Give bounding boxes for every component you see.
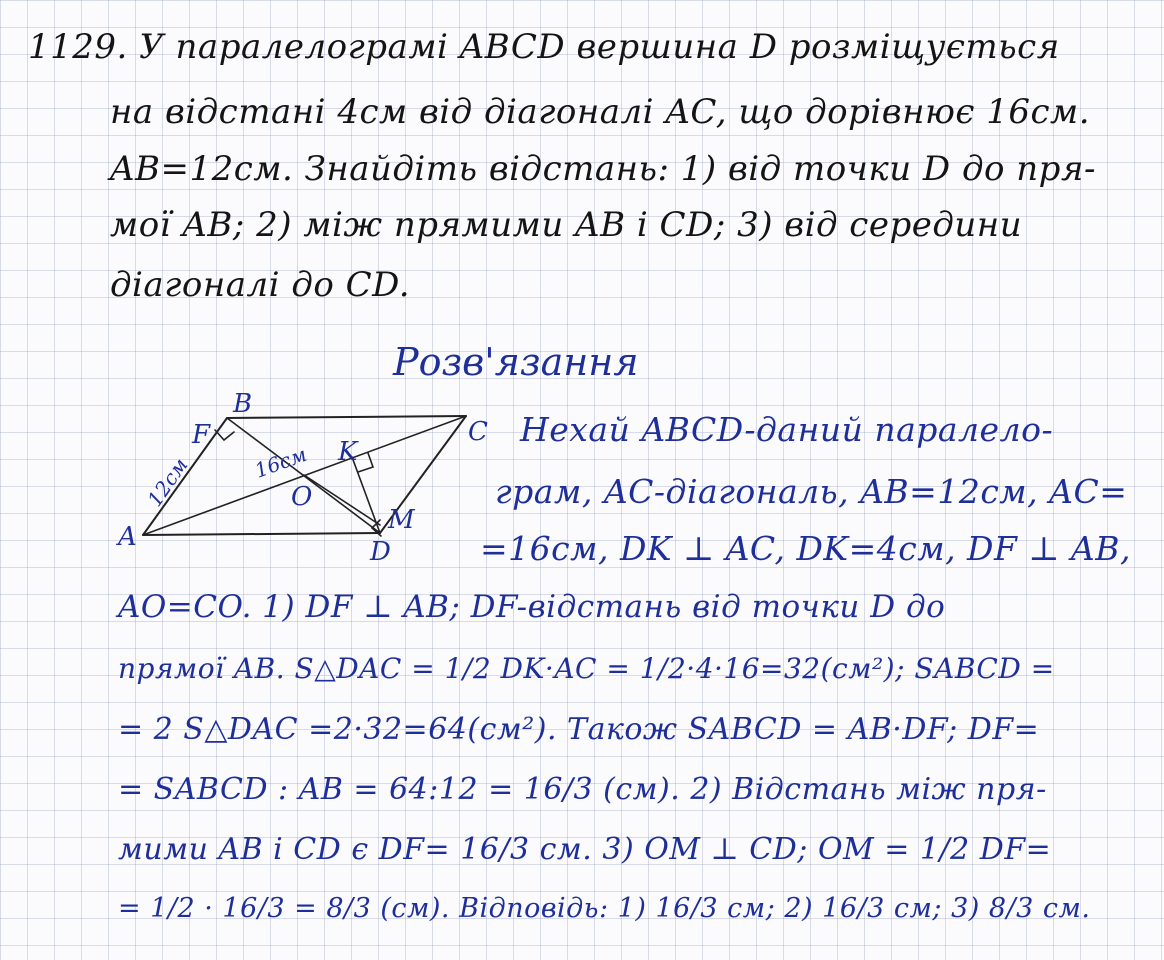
label-m: M bbox=[388, 505, 415, 535]
side-bc bbox=[227, 416, 466, 418]
label-a: A bbox=[118, 522, 137, 552]
problem-line-4: мої AB; 2) між прямими AB і CD; 3) від середини bbox=[110, 205, 1023, 245]
solution-line-5: прямої AB. S△DAC = 1/2 DK·AC = 1/2·4·16=32(см²); SABCD = bbox=[118, 652, 1055, 685]
label-f: F bbox=[192, 420, 211, 450]
problem-line-5: діагоналі до CD. bbox=[110, 265, 411, 305]
problem-line-2: на відстані 4см від діагоналі AC, що дорівнює 16см. bbox=[110, 92, 1091, 132]
label-k: K bbox=[338, 437, 358, 467]
solution-line-1: Нехай ABCD-даний паралело- bbox=[520, 410, 1054, 449]
label-d: D bbox=[370, 537, 391, 567]
solution-line-2: грам, AC-діагональ, AB=12см, AC= bbox=[495, 472, 1128, 511]
solution-heading: Розв'язання bbox=[393, 340, 639, 384]
solution-line-4: AO=CO. 1) DF ⊥ AB; DF-відстань від точки D до bbox=[118, 589, 946, 625]
solution-line-8: мими AB і CD є DF= 16/3 см. 3) OM ⊥ CD; OM = 1/2 DF= bbox=[118, 832, 1052, 867]
problem-line-1: 1129. У паралелограмі ABCD вершина D розміщується bbox=[28, 27, 1060, 67]
solution-line-6: = 2 S△DAC =2·32=64(см²). Також SABCD = AB·DF; DF= bbox=[118, 712, 1040, 747]
label-o: O bbox=[291, 482, 313, 512]
side-da bbox=[143, 533, 380, 535]
right-angle-k bbox=[358, 453, 373, 472]
problem-line-3: AB=12см. Знайдіть відстань: 1) від точки D до пря- bbox=[110, 149, 1096, 189]
solution-line-9: = 1/2 · 16/3 = 8/3 (см). Відповідь: 1) 16/3 см; 2) 16/3 см; 3) 8/3 см. bbox=[118, 893, 1091, 924]
label-ab-length: 12см bbox=[142, 453, 193, 511]
label-c: C bbox=[468, 417, 488, 447]
label-ac-length: 16см bbox=[251, 441, 310, 483]
solution-line-3: =16см, DK ⊥ AC, DK=4см, DF ⊥ AB, bbox=[480, 529, 1131, 568]
label-b: B bbox=[233, 389, 253, 419]
solution-line-7: = SABCD : AB = 64:12 = 16/3 (см). 2) Відстань між пря- bbox=[118, 772, 1047, 807]
